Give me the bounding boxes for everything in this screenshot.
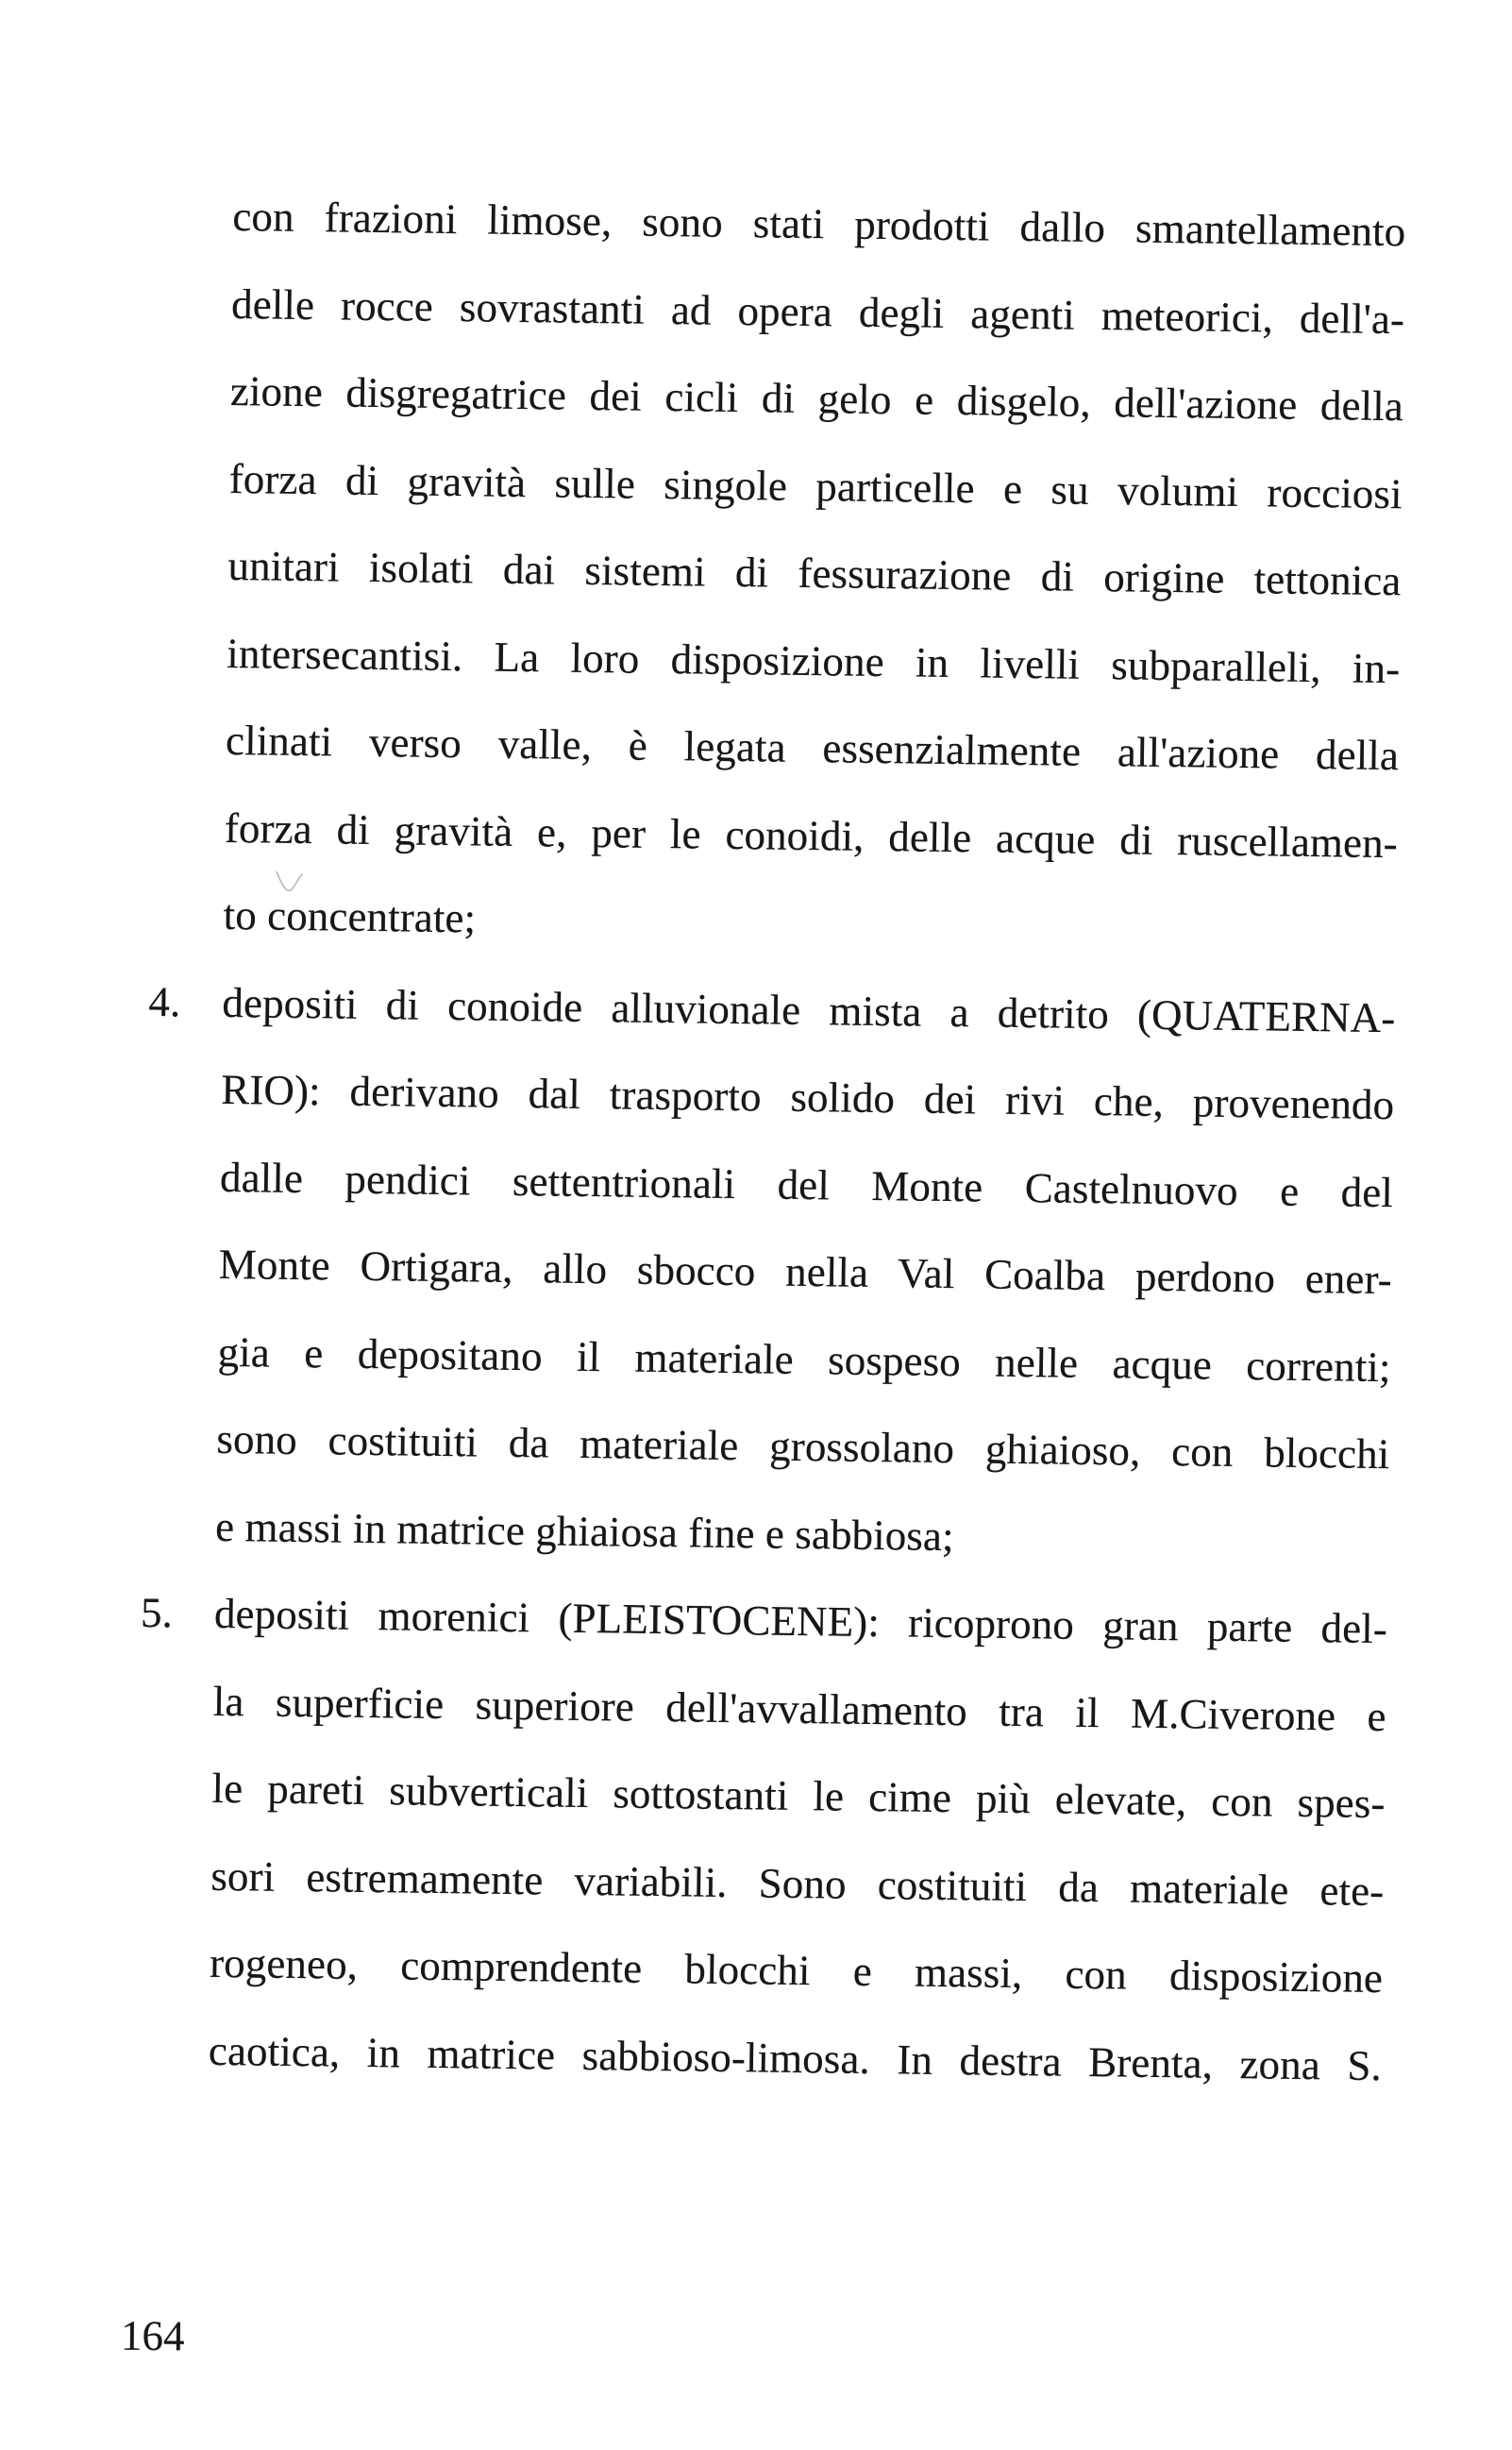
list-item-4-line: Monte Ortigara, allo sbocco nella Val Coalba perdono ener- bbox=[218, 1240, 1393, 1304]
list-item-5-line: rogeneo, comprendente blocchi e massi, con disposizione bbox=[209, 1938, 1384, 2002]
text-line: clinati verso valle, è legata essenzialmente all'azione della bbox=[225, 716, 1400, 780]
text-line: forza di gravità sulle singole particelle e su volumi rocciosi bbox=[228, 454, 1403, 517]
text-line: to concentrate; bbox=[223, 890, 477, 942]
list-item-4-line bbox=[148, 958, 1396, 1061]
text-line: intersecantisi. La loro disposizione in livelli subparalleli, in- bbox=[227, 629, 1401, 692]
list-item-5-line: la superficie superiore dell'avvallamento tra il M.Civerone e bbox=[212, 1677, 1387, 1740]
text-line: delle rocce sovrastanti ad opera degli agenti meteorici, dell'a- bbox=[230, 279, 1405, 343]
list-item-text: depositi di conoide alluvionale mista a detrito (QUATERNA- bbox=[222, 978, 1396, 1041]
list-item-4-line: dalle pendici settentrionali del Monte Castelnuovo e del bbox=[219, 1153, 1394, 1216]
list-item-5-line: caotica, in matrice sabbioso-limosa. In destra Brenta, zona S. bbox=[208, 2026, 1383, 2089]
text-line: forza di gravità e, per le conoidi, delle acque di ruscellamen- bbox=[224, 803, 1399, 867]
list-item-5-line: le pareti subverticali sottostanti le cime più elevate, con spes- bbox=[211, 1764, 1386, 1828]
text-block bbox=[140, 173, 1406, 2109]
list-item-5-line: sori estremamente variabili. Sono costituiti da materiale ete- bbox=[210, 1851, 1385, 1915]
list-item-4-line: gia e depositano il materiale sospeso nelle acque correnti; bbox=[217, 1327, 1391, 1391]
text-line: con frazioni limose, sono stati prodotti dallo smantellamento bbox=[232, 192, 1406, 256]
list-item-4-line: RIO): derivano dal trasporto solido dei rivi che, provenendo bbox=[220, 1065, 1395, 1129]
text-line: unitari isolati dai sistemi di fessurazione di origine tettonica bbox=[227, 541, 1402, 605]
list-item-5-line bbox=[140, 1570, 1388, 1673]
page-number: 164 bbox=[120, 2311, 185, 2360]
text-line: zione disgregatrice dei cicli di gelo e disgelo, dell'azione della bbox=[229, 366, 1404, 431]
list-item-number: 4. bbox=[148, 977, 181, 1025]
list-item-text: depositi morenici (PLEISTOCENE): ricoprono gran parte del- bbox=[213, 1589, 1388, 1653]
list-item-number: 5. bbox=[140, 1588, 174, 1637]
list-item-4-line: sono costituiti da materiale grossolano ghiaioso, con blocchi bbox=[216, 1414, 1390, 1478]
list-item-4-line: e massi in matrice ghiaiosa fine e sabbiosa; bbox=[214, 1502, 954, 1560]
